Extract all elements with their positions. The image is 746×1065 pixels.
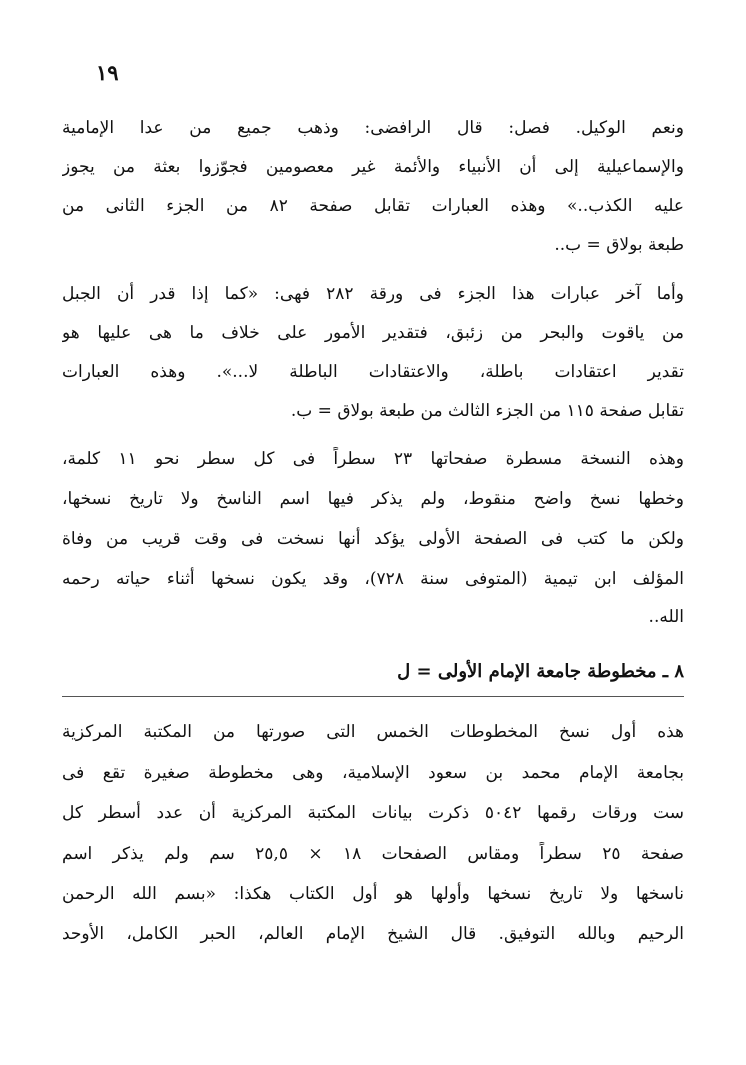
text-line: عليه الكذب..» وهذه العبارات تقابل صفحة ٨٢ من الجزء الثانى من — [62, 196, 684, 216]
text-line: وخطها نسخ واضح منقوط، ولم يذكر فيها اسم الناسخ ولا تاريخ نسخها، — [62, 489, 684, 509]
text-line: طبعة بولاق = ب.. — [554, 235, 684, 255]
heading-underline — [62, 696, 684, 697]
text-line: ناسخها ولا تاريخ نسخها وأولها هو أول الكتاب هكذا: «بسم الله الرحمن — [62, 884, 684, 904]
text-line: بجامعة الإمام محمد بن سعود الإسلامية، وهى مخطوطة صغيرة تقع فى — [62, 763, 684, 783]
text-line: من ياقوت والبحر من زئبق، فتقدير الأمور على خلاف ما هى عليها هو — [62, 323, 684, 343]
text-line: الرحيم وبالله التوفيق. قال الشيخ الإمام العالم، الحبر الكامل، الأوحد — [62, 924, 684, 944]
text-line: وأما آخر عبارات هذا الجزء فى ورقة ٢٨٢ فهى: «كما إذا قدر أن الجبل — [62, 284, 684, 304]
text-line: تقدير اعتقادات باطلة، والاعتقادات الباطلة لا...». وهذه العبارات — [62, 362, 684, 382]
page-number: ١٩ — [96, 60, 119, 85]
section-heading: ٨ ـ مخطوطة جامعة الإمام الأولى = ل — [397, 661, 684, 682]
text-line: ولكن ما كتب فى الصفحة الأولى يؤكد أنها نسخت فى وقت قريب من وفاة — [62, 529, 684, 549]
text-line: هذه أول نسخ المخطوطات الخمس التى صورتها من المكتبة المركزية — [62, 722, 684, 742]
text-line: تقابل صفحة ١١٥ من الجزء الثالث من طبعة بولاق = ب. — [290, 401, 684, 421]
text-line: ونعم الوكيل. فصل: قال الرافضى: وذهب جميع من عدا الإمامية — [62, 118, 684, 138]
text-line: وهذه النسخة مسطرة صفحاتها ٢٣ سطراً فى كل سطر نحو ١١ كلمة، — [62, 449, 684, 469]
text-line: ست ورقات رقمها ٥٠٤٢ ذكرت بيانات المكتبة المركزية أن عدد أسطر كل — [62, 803, 684, 823]
text-line: الله.. — [648, 607, 684, 627]
text-line: المؤلف ابن تيمية (المتوفى سنة ٧٢٨)، وقد يكون نسخها أثناء حياته رحمه — [62, 569, 684, 589]
text-line: والإسماعيلية إلى أن الأنبياء والأئمة غير معصومين فجوّزوا بعثة من يجوز — [62, 157, 684, 177]
text-line: صفحة ٢٥ سطراً ومقاس الصفحات ١٨ × ٢٥,٥ سم ولم يذكر اسم — [62, 844, 684, 864]
